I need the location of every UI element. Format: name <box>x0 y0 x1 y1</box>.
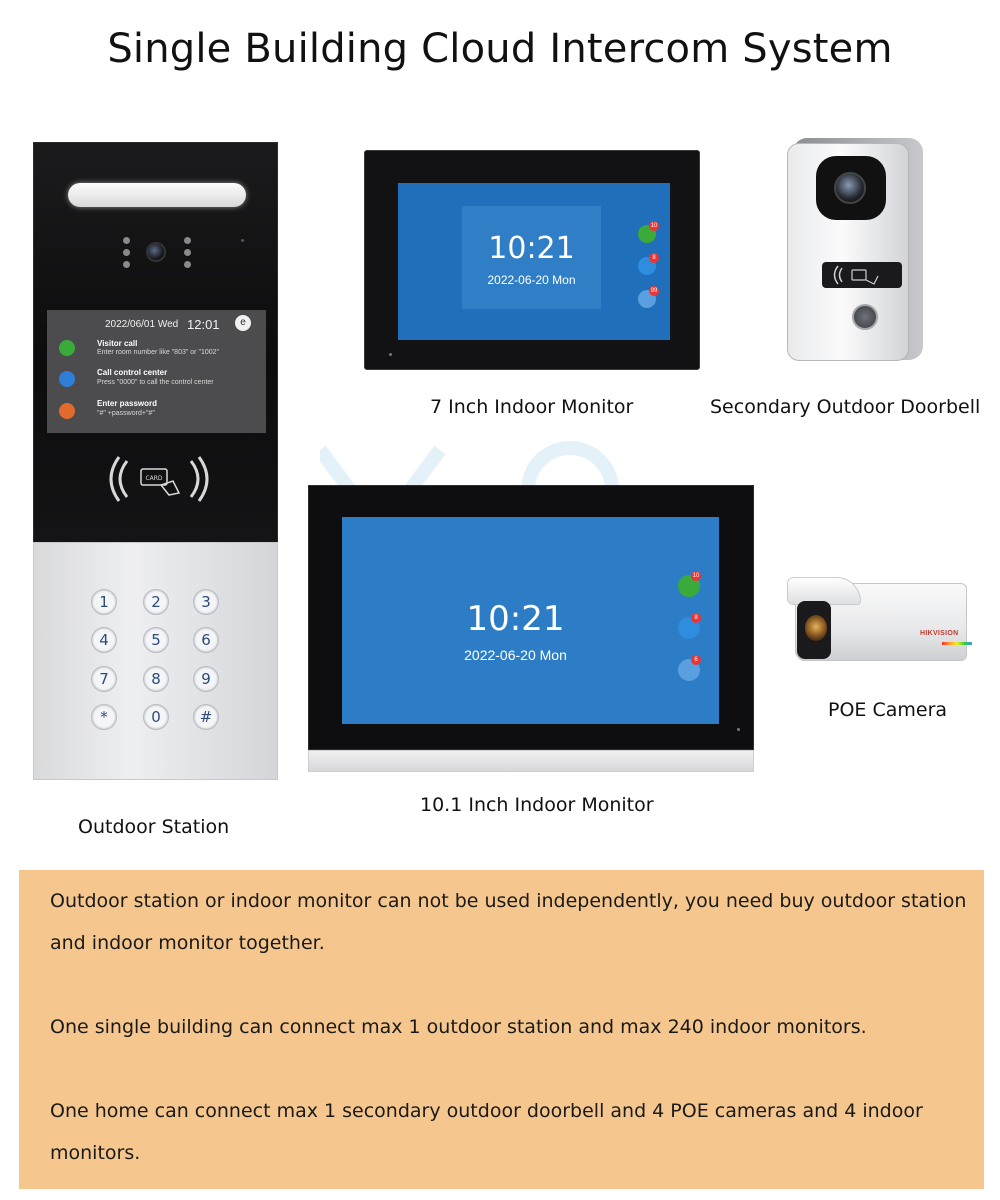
e-logo-icon: e <box>235 315 251 331</box>
outdoor-station-panel <box>33 142 278 544</box>
monitor-10-bezel-bottom <box>308 750 754 772</box>
doorbell-image <box>787 138 925 364</box>
key-star[interactable]: * <box>91 704 117 730</box>
ir-led <box>184 249 191 256</box>
station-time: 12:01 <box>187 317 220 332</box>
key-4[interactable]: 4 <box>91 627 117 653</box>
station-item-subtitle: Enter room number like "803" or "1002" <box>97 349 220 356</box>
key-0[interactable]: 0 <box>143 704 169 730</box>
outdoor-station-image <box>33 142 278 780</box>
monitor-10-date: 2022-06-20 Mon <box>464 647 567 663</box>
station-item-title: Visitor call <box>97 339 138 348</box>
key-2[interactable]: 2 <box>143 589 169 615</box>
message-badge: 8 <box>691 613 701 623</box>
camera-badge: 6 <box>691 655 701 665</box>
key-hash[interactable]: # <box>193 704 219 730</box>
caption-doorbell: Secondary Outdoor Doorbell <box>710 396 981 418</box>
poe-camera-image <box>787 577 969 669</box>
card-label: CARD <box>145 475 163 482</box>
monitor-7-clock-panel <box>462 206 601 309</box>
message-badge: 8 <box>649 253 659 263</box>
monitor-10-time: 10:21 <box>466 599 565 639</box>
camera-front <box>797 601 831 659</box>
info-paragraph: One single building can connect max 1 outdoor station and max 240 indoor monitors. <box>50 1016 867 1038</box>
brand-stripe <box>942 642 972 645</box>
light-bar <box>68 183 246 207</box>
caption-monitor-10: 10.1 Inch Indoor Monitor <box>420 794 654 816</box>
caption-outdoor-station: Outdoor Station <box>78 816 230 838</box>
key-7[interactable]: 7 <box>91 666 117 692</box>
station-item-subtitle: Press "0000" to call the control center <box>97 379 214 386</box>
info-paragraph: Outdoor station or indoor monitor can not be used independently, you need buy outdoor station and indoor monitor together. <box>50 890 967 954</box>
doorbell-camera-housing <box>816 156 886 220</box>
person-icon <box>59 371 75 387</box>
camera-lens <box>146 242 166 262</box>
ir-led <box>123 249 130 256</box>
ir-led <box>123 237 130 244</box>
monitor-7-image <box>364 150 700 370</box>
doorbell-card-reader <box>822 262 902 288</box>
microphone-hole <box>241 239 244 242</box>
keypad <box>33 542 278 780</box>
station-display <box>47 310 266 433</box>
key-6[interactable]: 6 <box>193 627 219 653</box>
caption-monitor-7: 7 Inch Indoor Monitor <box>430 396 634 418</box>
station-item-title: Enter password <box>97 399 158 408</box>
call-badge: 10 <box>650 223 658 229</box>
station-item-title: Call control center <box>97 368 168 377</box>
status-led <box>737 728 740 731</box>
key-8[interactable]: 8 <box>143 666 169 692</box>
ir-led <box>184 261 191 268</box>
page-title: Single Building Cloud Intercom System <box>107 26 893 72</box>
monitor-7-date: 2022-06-20 Mon <box>487 273 576 287</box>
ir-led <box>123 261 130 268</box>
doorbell-face <box>787 143 909 361</box>
status-led <box>389 353 392 356</box>
camera-lens <box>805 615 827 641</box>
call-badge: 10 <box>692 573 700 579</box>
doorbell-lens <box>834 172 866 204</box>
key-9[interactable]: 9 <box>193 666 219 692</box>
info-paragraph: One home can connect max 1 secondary outdoor doorbell and 4 POE cameras and 4 indoor monitors. <box>50 1100 923 1164</box>
ir-led <box>184 237 191 244</box>
doorbell-call-button[interactable] <box>852 304 878 330</box>
info-box <box>19 870 984 1189</box>
rfid-icon <box>822 262 902 288</box>
monitor-10-screen <box>342 517 719 724</box>
caption-camera: POE Camera <box>828 699 948 721</box>
key-3[interactable]: 3 <box>193 589 219 615</box>
key-icon <box>59 403 75 419</box>
monitor-10-image <box>308 485 754 750</box>
monitor-7-screen <box>398 183 670 340</box>
station-date: 2022/06/01 Wed <box>105 319 179 330</box>
key-5[interactable]: 5 <box>143 627 169 653</box>
station-item-subtitle: "#" +password+"#" <box>97 410 155 417</box>
monitor-7-time: 10:21 <box>488 231 575 266</box>
key-1[interactable]: 1 <box>91 589 117 615</box>
camera-badge: 99 <box>650 288 658 294</box>
phone-icon <box>59 340 75 356</box>
camera-brand: HIKVISION <box>920 630 959 637</box>
nfc-reader-icon <box>107 455 211 503</box>
